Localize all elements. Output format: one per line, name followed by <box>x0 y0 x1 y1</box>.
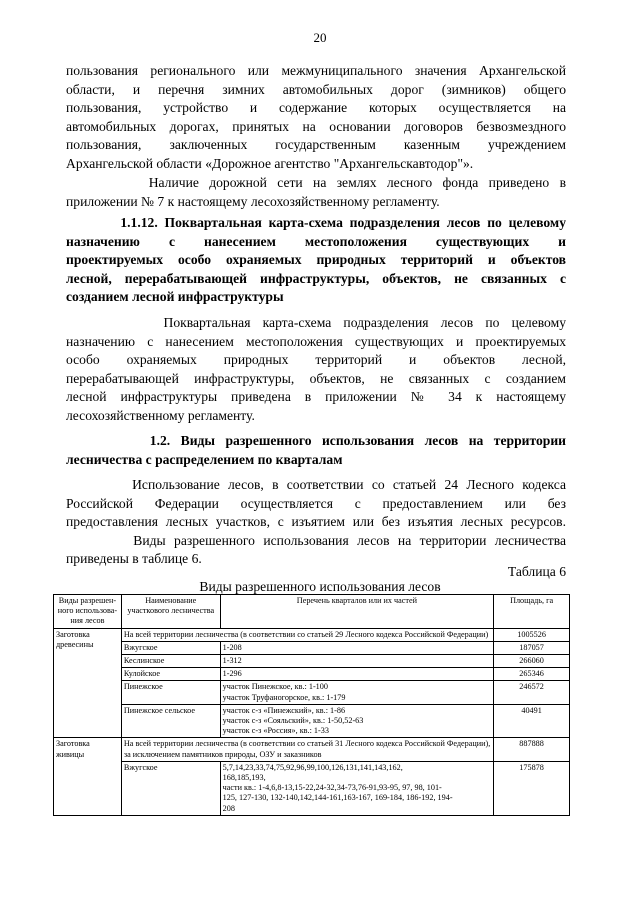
quarters-cell <box>220 704 494 738</box>
usage-table <box>53 594 570 816</box>
text-line: пользования, устройство и содержание которых осуществляется на <box>66 100 566 116</box>
paragraph-forest-usage <box>66 476 566 569</box>
column-header: Наименование участкового лесничества <box>121 595 220 629</box>
paragraph-map-scheme <box>66 314 566 426</box>
forestry-cell: Кеслинское <box>121 655 220 668</box>
text-line: лесохозяйственному регламенту. <box>66 407 255 423</box>
forestry-cell: Вжугское <box>121 761 220 815</box>
table-row <box>54 641 570 654</box>
usage-kind-cell: Заготовка древесины <box>54 628 122 738</box>
text-line: Использование лесов, в соответствии со статьей 24 Лесного кодекса <box>66 477 566 492</box>
table-header-row <box>54 595 570 629</box>
area-cell: 40491 <box>494 704 570 738</box>
heading-line: 1.1.12. Поквартальная карта-схема подразделения лесов по целевому <box>66 215 566 230</box>
forestry-cell: Пинежское сельское <box>121 704 220 738</box>
heading-line: лесной, перерабатывающей инфраструктуры, объектов, не связанных с <box>66 270 566 286</box>
text-line: Поквартальная карта-схема подразделения лесов по целевому <box>66 315 566 330</box>
column-header: Площадь, га <box>494 595 570 629</box>
table-caption: Виды разрешенного использования лесов <box>199 579 441 594</box>
forestry-cell: На всей территории лесничества (в соответствии со статьей 31 Лесного кодекса Российской Федерации), за исключением памятников природы, ОЗУ и заказников <box>121 738 493 761</box>
table-label: Таблица 6 <box>507 564 566 579</box>
quarters-line: 125, 127-130, 132-140,142,144-161,163-167, 169-184, 186-192, 194- <box>222 793 453 803</box>
text-line: назначению с нанесением местоположения существующих и проектируемых <box>66 333 566 349</box>
forestry-cell: Кулойское <box>121 668 220 681</box>
page-number: 20 <box>313 30 327 45</box>
quarters-line: 168,185,193, <box>222 773 266 783</box>
table-row <box>54 704 570 738</box>
heading-line: проектируемых особо охраняемых природных территорий и объектов <box>66 252 566 268</box>
quarters-line: части кв.: 1-4,6,8-13,15-22,24-32,34-73,76-91,93-95, 97, 98, 101- <box>222 783 442 793</box>
quarters-cell <box>220 761 494 815</box>
table-row <box>54 668 570 681</box>
table-row <box>54 738 570 761</box>
quarters-cell: 1-208 <box>220 641 494 654</box>
text-line: Наличие дорожной сети на землях лесного фонда приведено в <box>66 175 566 190</box>
text-line: особо охраняемых природных территорий и объектов лесной, <box>66 352 566 368</box>
area-cell: 265346 <box>494 668 570 681</box>
quarters-line: 5,7,14,23,33,74,75,92,96,99,100,126,131,141,143,162, <box>222 762 403 772</box>
quarters-line: участок Пинежское, кв.: 1-100 <box>222 682 328 692</box>
text-line: пользования регионального или межмуниципального значения Архангельской <box>66 63 566 78</box>
text-line: перерабатывающей инфраструктуры, объектов, не связанных с созданием <box>66 370 566 386</box>
table-row <box>54 761 570 815</box>
area-cell: 1005526 <box>494 628 570 641</box>
area-cell: 266060 <box>494 655 570 668</box>
quarters-line: участок Труфаногорское, кв.: 1-179 <box>222 692 346 702</box>
area-cell: 246572 <box>494 681 570 704</box>
forestry-cell: На всей территории лесничества (в соответствии со статьей 29 Лесного кодекса Российской Федерации) <box>121 628 493 641</box>
quarters-line: участок с-з «Пинежский», кв.: 1-86 <box>222 705 346 715</box>
text-line: предоставления лесных участков, с изъятием или без изъятия лесных ресурсов. <box>66 514 566 530</box>
text-line: области, и перечня зимних автомобильных дорог (зимников) общего <box>66 81 566 97</box>
quarters-line: участок с-з «Сояльский», кв.: 1-50,52-63 <box>222 716 364 726</box>
table-row <box>54 628 570 641</box>
forestry-cell: Вжугское <box>121 641 220 654</box>
text-line: Виды разрешенного использования лесов на территории лесничества <box>66 532 566 548</box>
quarters-line: 208 <box>222 803 235 813</box>
quarters-cell: 1-296 <box>220 668 494 681</box>
heading-line: 1.2. Виды разрешенного использования лесов на территории <box>66 433 566 448</box>
quarters-cell: 1-312 <box>220 655 494 668</box>
area-cell: 187057 <box>494 641 570 654</box>
quarters-line: участок с-з «Россия», кв.: 1-33 <box>222 726 329 736</box>
text-line: автомобильных дорогах, принятых на основании договоров безвозмездного <box>66 118 566 134</box>
heading-1-1-12 <box>66 214 566 307</box>
text-line: Архангельской области «Дорожное агентство "Архангельскавтодор"». <box>66 155 474 171</box>
heading-line: назначению с нанесением местоположения существующих и <box>66 233 566 249</box>
text-line: лесной инфраструктуры приведена в приложении № 34 к настоящему <box>66 389 566 405</box>
text-line: приложении № 7 к настоящему лесохозяйственному регламенту. <box>66 193 440 209</box>
text-line: пользования, заключенных государственным казенным учреждением <box>66 137 566 153</box>
paragraph-road-network <box>66 174 566 211</box>
paragraph-road-usage <box>66 62 566 174</box>
table-row <box>54 681 570 704</box>
text-line: приведены в таблице 6. <box>66 551 202 567</box>
area-cell: 887888 <box>494 738 570 761</box>
heading-1-2 <box>66 432 566 469</box>
column-header: Виды разрешен-ного использова-ния лесов <box>54 595 122 629</box>
table-row <box>54 655 570 668</box>
area-cell: 175878 <box>494 761 570 815</box>
heading-line: созданием лесной инфраструктуры <box>66 289 284 305</box>
forestry-cell: Пинежское <box>121 681 220 704</box>
column-header: Перечень кварталов или их частей <box>220 595 494 629</box>
usage-kind-cell: Заготовка живицы <box>54 738 122 815</box>
heading-line: лесничества с распределением по кварталам <box>66 451 343 467</box>
text-line: Российской Федерации осуществляется с предоставлением или без <box>66 495 566 511</box>
quarters-cell <box>220 681 494 704</box>
